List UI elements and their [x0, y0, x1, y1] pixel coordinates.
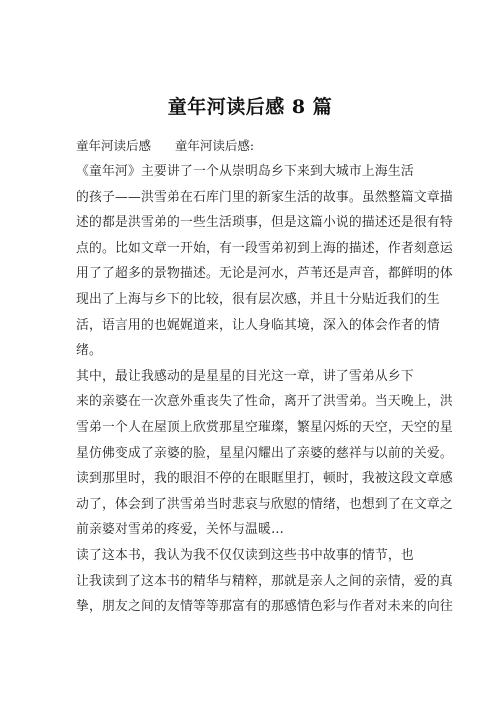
body-line: 其中，最让我感动的是星星的目光这一章，讲了雪弟从乡下 [76, 368, 414, 384]
body-line: 点的。比如文章一开始，有一段雪弟初到上海的描述，作者刻意运 [76, 240, 453, 256]
body-line: 雪弟一个人在屋顶上欣赏那星空璀璨，繁星闪烁的天空，天空的星 [76, 420, 453, 435]
body-line: 述的都是洪雪弟的一些生活琐事，但是这篇小说的描述还是很有特 [76, 215, 453, 231]
body-line: 活，语言用的也娓娓道来，让人身临其境，深入的体会作者的情 [76, 317, 440, 333]
body-line: 来的亲婆在一次意外重丧失了性命，离开了洪雪弟。当天晚上，洪 [76, 394, 453, 410]
body-line: 挚，朋友之间的友情等等那富有的那感情色彩与作者对未来的向往 [76, 599, 453, 615]
body-line: 让我读到了这本书的精华与精粹，那就是亲人之间的亲情，爱的真 [76, 573, 453, 589]
body-line: 现出了上海与乡下的比较，很有层次感，并且十分贴近我们的生 [76, 292, 440, 307]
body-line: 的孩子——洪雪弟在石库门里的新家生活的故事。虽然整篇文章描 [76, 189, 453, 205]
body-line: 前亲婆对雪弟的疼爱，关怀与温暖… [76, 522, 284, 538]
body-line: 绪。 [76, 343, 102, 359]
body-line: 读到那里时，我的眼泪不停的在眼眶里打，顿时，我被这段文章感 [76, 471, 453, 487]
body-line: 星仿佛变成了亲婆的脸，星星闪耀出了亲婆的慈祥与以前的关爱。 [76, 445, 453, 461]
body-line: 读了这本书，我认为我不仅仅读到这些书中故事的情节，也 [76, 548, 414, 563]
body-line: 动了，体会到了洪雪弟当时悲哀与欣慰的情绪，也想到了在文章之 [76, 496, 453, 512]
document-subtitle: 童年河读后感 童年河读后感: [76, 138, 255, 153]
body-line: 《童年河》主要讲了一个从崇明岛乡下来到大城市上海生活 [76, 164, 414, 179]
document-title: 童年河读后感 8 篇 [167, 96, 333, 118]
body-line: 用了了超多的景物描述。无论是河水，芦苇还是声音，都鲜明的体 [76, 266, 453, 282]
